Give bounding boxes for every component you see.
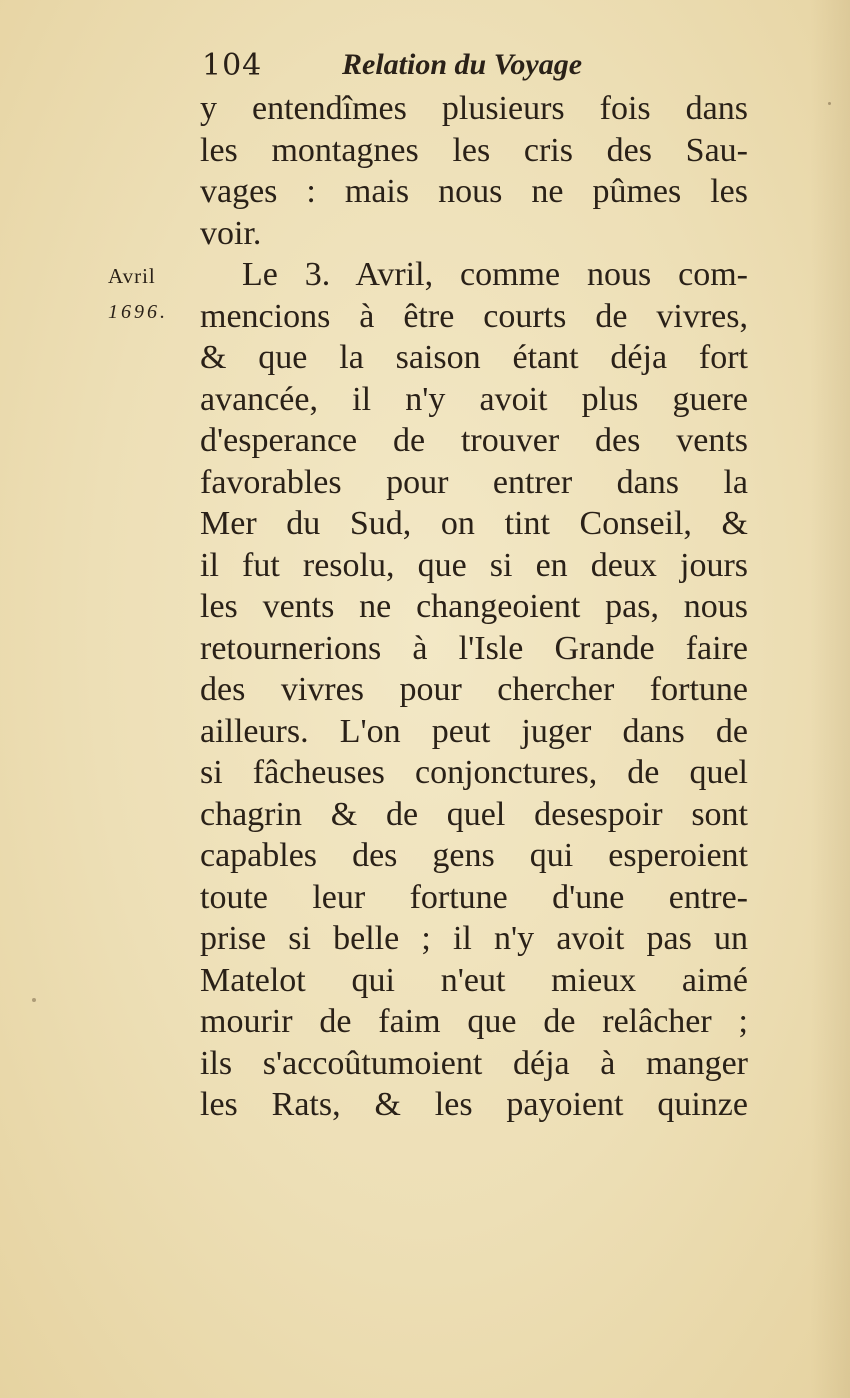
text-line: d'esperance de trouver des vents: [200, 422, 748, 459]
text-line: favorables pour entrer dans la: [200, 463, 748, 501]
text-line: des vivres pour chercher fortune: [200, 671, 748, 708]
text-line: les vents ne changeoient pas, nous: [200, 588, 748, 625]
text-line: Mer du Sud, on tint Conseil, &: [200, 505, 748, 542]
page-number: 104: [202, 48, 263, 83]
text-line: si fâcheuses conjonctures, de quel: [200, 754, 748, 791]
text-line: ils s'accoûtumoient déja à manger: [200, 1044, 748, 1082]
running-head: [202, 48, 642, 92]
page-edge-shadow: [810, 0, 850, 1398]
text-line: chagrin & de quel desespoir sont: [200, 795, 748, 833]
text-line: & que la saison étant déja fort: [200, 339, 748, 376]
text-line: voir.: [200, 214, 262, 252]
text-line: mourir de faim que de relâcher ;: [200, 1003, 748, 1040]
paper-speck: [828, 102, 831, 105]
text-line: les montagnes les cris des Sau-: [200, 131, 748, 169]
text-line: avancée, il n'y avoit plus guere: [200, 380, 748, 418]
paper-speck: [32, 998, 36, 1002]
margin-month: Avril: [108, 264, 156, 288]
text-line: prise si belle ; il n'y avoit pas un: [200, 920, 748, 957]
text-line: il fut resolu, que si en deux jours: [200, 546, 748, 584]
margin-year: 1696.: [108, 301, 168, 323]
body-text: [200, 88, 748, 1126]
text-line: toute leur fortune d'une entre-: [200, 878, 748, 916]
text-line: ailleurs. L'on peut juger dans de: [200, 712, 748, 750]
text-line: vages : mais nous ne pûmes les: [200, 173, 748, 210]
text-line: mencions à être courts de vivres,: [200, 297, 748, 335]
text-line: Le 3. Avril, comme nous com-: [242, 256, 748, 293]
text-line: les Rats, & les payoient quinze: [200, 1086, 748, 1123]
text-line: retournerions à l'Isle Grande faire: [200, 629, 748, 667]
text-line: Matelot qui n'eut mieux aimé: [200, 961, 748, 999]
text-line: capables des gens qui esperoient: [200, 837, 748, 874]
running-title: Relation du Voyage: [342, 48, 583, 81]
text-line: y entendîmes plusieurs fois dans: [200, 90, 748, 127]
margin-date-note: [108, 262, 198, 324]
